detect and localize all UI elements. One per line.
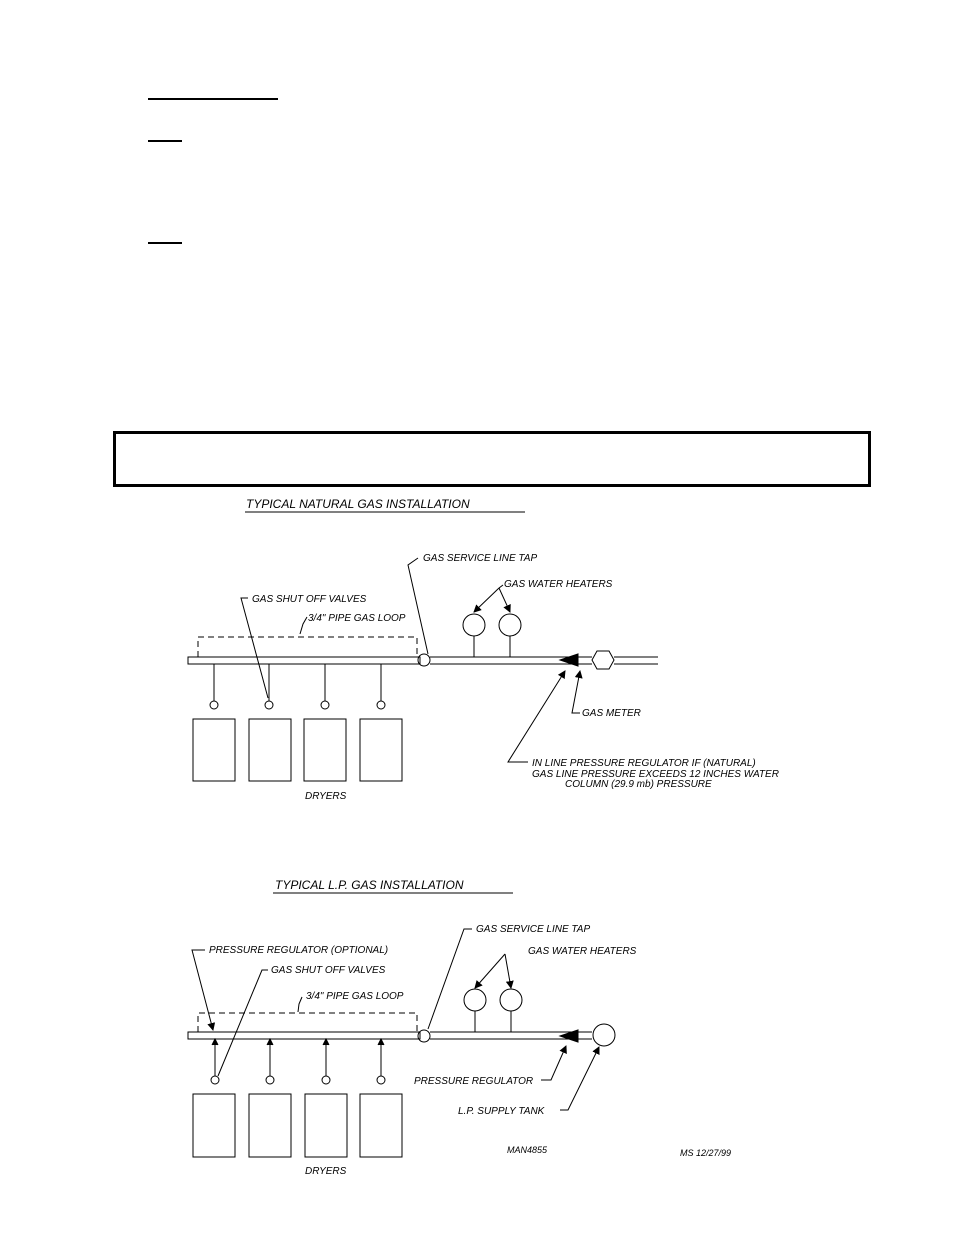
regulator-label-3: COLUMN (29.9 mb) PRESSURE [565,779,712,790]
service-tap-leader [408,558,428,654]
regulator-label-2: GAS LINE PRESSURE EXCEEDS 12 INCHES WATER [532,769,779,780]
natural-gas-title: TYPICAL NATURAL GAS INSTALLATION [246,497,470,511]
main-pipe [188,1032,420,1039]
regulator-leader [508,671,565,762]
drawing-number: MAN4855 [507,1145,548,1155]
meter-leader [572,671,580,713]
meter-label: GAS METER [582,708,641,719]
pressure-reg-leader [541,1046,566,1080]
shut-off-label: GAS SHUT OFF VALVES [252,594,367,605]
gas-loop [198,1013,417,1032]
supply-tank-leader [560,1047,599,1110]
service-tap-leader [428,929,472,1029]
water-heaters-label: GAS WATER HEATERS [504,579,613,590]
water-heater-2 [499,614,521,636]
lp-gas-diagram [188,878,731,1177]
gas-loop-label: 3/4" PIPE GAS LOOP [308,613,406,624]
dryer-group [193,1039,402,1157]
water-heater-2 [500,989,522,1011]
gas-meter-symbol [592,651,614,669]
lp-gas-title: TYPICAL L.P. GAS INSTALLATION [275,878,464,892]
shut-off-leader [218,970,268,1076]
service-tap-label: GAS SERVICE LINE TAP [476,924,591,935]
drawing-date: MS 12/27/99 [680,1148,732,1158]
pressure-reg-label: PRESSURE REGULATOR [414,1076,534,1087]
pressure-reg-optional-label: PRESSURE REGULATOR (OPTIONAL) [209,945,389,956]
supply-tank-label: L.P. SUPPLY TANK [458,1106,545,1117]
dryers-label: DRYERS [305,791,347,802]
water-heater-1 [464,989,486,1011]
natural-gas-diagram [188,497,779,802]
shut-off-label: GAS SHUT OFF VALVES [271,965,386,976]
regulator-label-1: IN LINE PRESSURE REGULATOR IF (NATURAL) [532,758,756,769]
shut-off-leader [241,598,268,698]
gas-loop [198,637,417,657]
service-tap-label: GAS SERVICE LINE TAP [423,553,538,564]
water-heaters-label: GAS WATER HEATERS [528,946,637,957]
dryer-group [193,664,402,781]
gas-loop-label: 3/4" PIPE GAS LOOP [306,991,404,1002]
pressure-reg-optional-leader [192,950,213,1030]
dryers-label: DRYERS [305,1166,347,1177]
main-pipe [188,657,420,664]
water-heater-1 [463,614,485,636]
supply-tank-symbol [593,1024,615,1046]
